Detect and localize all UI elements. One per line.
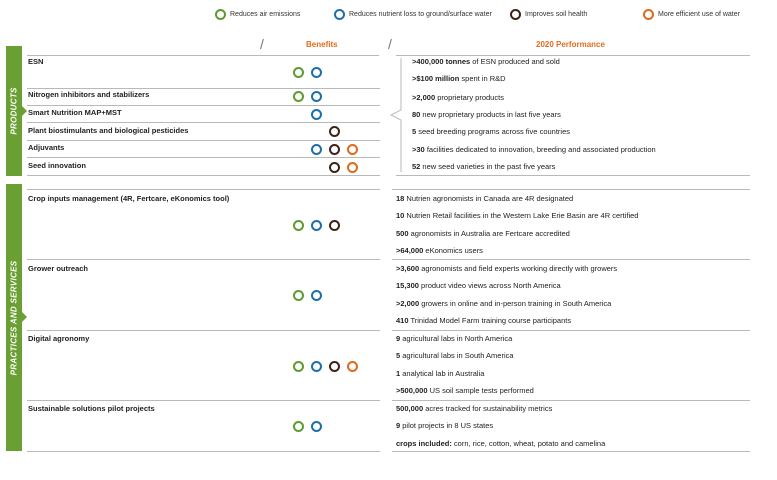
performance-item: 9 pilot projects in 8 US states xyxy=(396,421,494,430)
row-divider xyxy=(27,157,380,158)
water-use-ring-icon xyxy=(347,162,358,173)
header-divider: / xyxy=(260,36,264,52)
practices-bar-notch xyxy=(22,312,27,322)
practices-section-label: PRACTICES AND SERVICES xyxy=(9,260,19,375)
nitrogen-benefits xyxy=(293,90,322,102)
row-divider xyxy=(392,451,750,452)
row-divider xyxy=(27,451,380,452)
practice-label-digital-agronomy: Digital agronomy xyxy=(28,334,90,343)
performance-item: >3,600 agronomists and field experts working directly with growers xyxy=(396,264,618,273)
pilot-projects-benefits xyxy=(293,420,322,432)
row-divider xyxy=(27,88,380,89)
air-emissions-ring-icon xyxy=(293,290,304,301)
row-divider xyxy=(27,259,380,260)
performance-item: crops included: corn, rice, cotton, wheat, potato and camelina xyxy=(396,439,606,448)
nutrient-loss-ring-icon xyxy=(311,109,322,120)
soil-health-ring-icon xyxy=(329,162,340,173)
row-divider xyxy=(27,330,380,331)
air-emissions-ring-icon xyxy=(293,91,304,102)
row-divider xyxy=(27,122,380,123)
performance-item: 18 Nutrien agronomists in Canada are 4R designated xyxy=(396,194,574,203)
row-divider xyxy=(27,55,379,56)
row-divider xyxy=(27,189,380,190)
nutrient-loss-ring-icon xyxy=(311,290,322,301)
performance-item: 5 seed breeding programs across five countries xyxy=(412,127,570,136)
products-bar-notch xyxy=(22,106,27,116)
nutrient-loss-ring-icon xyxy=(334,9,345,20)
adjuvants-benefits xyxy=(311,143,358,155)
product-label-nitrogen: Nitrogen inhibitors and stabilizers xyxy=(28,90,150,99)
products-section-bar xyxy=(6,46,22,176)
row-divider xyxy=(392,189,750,190)
benefits-header: Benefits xyxy=(306,40,338,49)
performance-item: >$100 million spent in R&D xyxy=(412,74,506,83)
air-emissions-ring-icon xyxy=(293,220,304,231)
nutrient-loss-ring-icon xyxy=(311,220,322,231)
legend-label: Reduces nutrient loss to ground/surface water xyxy=(349,10,492,18)
nutrient-loss-ring-icon xyxy=(311,421,322,432)
row-divider xyxy=(396,55,750,56)
product-label-biostimulants: Plant biostimulants and biological pesticides xyxy=(28,126,189,135)
legend-label: Reduces air emissions xyxy=(230,10,301,18)
row-divider xyxy=(27,140,380,141)
nutrient-loss-ring-icon xyxy=(311,144,322,155)
soil-health-ring-icon xyxy=(329,220,340,231)
row-divider xyxy=(392,330,750,331)
legend-nutrient-loss xyxy=(334,8,492,20)
grower-outreach-benefits xyxy=(293,289,322,301)
row-divider xyxy=(396,175,750,176)
performance-item: 1 analytical lab in Australia xyxy=(396,369,485,378)
product-label-seed-innovation: Seed innovation xyxy=(28,161,86,170)
performance-item: >400,000 tonnes of ESN produced and sold xyxy=(412,57,560,66)
seed-innovation-benefits xyxy=(329,161,358,173)
air-emissions-ring-icon xyxy=(215,9,226,20)
legend-air-emissions xyxy=(215,8,300,20)
esn-benefits xyxy=(293,66,322,78)
performance-item: 5 agricultural labs in South America xyxy=(396,351,514,360)
performance-item: 10 Nutrien Retail facilities in the Western Lake Erie Basin are 4R certified xyxy=(396,211,639,220)
performance-item: 15,300 product video views across North America xyxy=(396,281,561,290)
water-use-ring-icon xyxy=(347,144,358,155)
nutrient-loss-ring-icon xyxy=(311,361,322,372)
performance-item: >2,000 growers in online and in-person training in South America xyxy=(396,299,612,308)
product-label-adjuvants: Adjuvants xyxy=(28,143,65,152)
practice-label-grower-outreach: Grower outreach xyxy=(28,264,89,273)
practice-label-crop-inputs: Crop inputs management (4R, Fertcare, eKonomics tool) xyxy=(28,194,230,203)
soil-health-ring-icon xyxy=(329,126,340,137)
nutrient-loss-ring-icon xyxy=(311,67,322,78)
digital-agronomy-benefits xyxy=(293,360,358,372)
row-divider xyxy=(27,400,380,401)
water-use-ring-icon xyxy=(347,361,358,372)
performance-item: >2,000 proprietary products xyxy=(412,93,504,102)
practices-section-bar xyxy=(6,184,22,451)
soil-health-ring-icon xyxy=(510,9,521,20)
row-divider xyxy=(27,105,380,106)
legend-water-use xyxy=(643,8,740,20)
product-label-smart-nutrition: Smart Nutrition MAP+MST xyxy=(28,108,122,117)
legend-label: Improves soil health xyxy=(525,10,588,18)
biostimulants-benefits xyxy=(329,125,340,137)
soil-health-ring-icon xyxy=(329,144,340,155)
legend-soil-health xyxy=(510,8,587,20)
performance-item: >30 facilities dedicated to innovation, breeding and associated production xyxy=(412,145,656,154)
performance-item: 500 agronomists in Australia are Fertcare accredited xyxy=(396,229,570,238)
air-emissions-ring-icon xyxy=(293,421,304,432)
performance-item: 52 new seed varieties in the past five years xyxy=(412,162,556,171)
practice-label-pilot-projects: Sustainable solutions pilot projects xyxy=(28,404,155,413)
header-divider: / xyxy=(388,36,392,52)
row-divider xyxy=(27,175,380,176)
performance-header: 2020 Performance xyxy=(536,40,605,49)
performance-item: 80 new proprietary products in last five years xyxy=(412,110,561,119)
air-emissions-ring-icon xyxy=(293,67,304,78)
air-emissions-ring-icon xyxy=(293,361,304,372)
water-use-ring-icon xyxy=(643,9,654,20)
legend-label: More efficient use of water xyxy=(658,10,740,18)
performance-item: >64,000 eKonomics users xyxy=(396,246,483,255)
soil-health-ring-icon xyxy=(329,361,340,372)
performance-item: 500,000 acres tracked for sustainability metrics xyxy=(396,404,553,413)
performance-bracket xyxy=(388,58,402,172)
performance-item: >500,000 US soil sample tests performed xyxy=(396,386,534,395)
product-label-esn: ESN xyxy=(28,57,44,66)
performance-item: 9 agricultural labs in North America xyxy=(396,334,513,343)
nutrient-loss-ring-icon xyxy=(311,91,322,102)
performance-item: 410 Trinidad Model Farm training course participants xyxy=(396,316,572,325)
smart-nutrition-benefits xyxy=(311,108,322,120)
row-divider xyxy=(392,259,750,260)
products-section-label: PRODUCTS xyxy=(9,87,19,135)
row-divider xyxy=(392,400,750,401)
crop-inputs-benefits xyxy=(293,219,340,231)
